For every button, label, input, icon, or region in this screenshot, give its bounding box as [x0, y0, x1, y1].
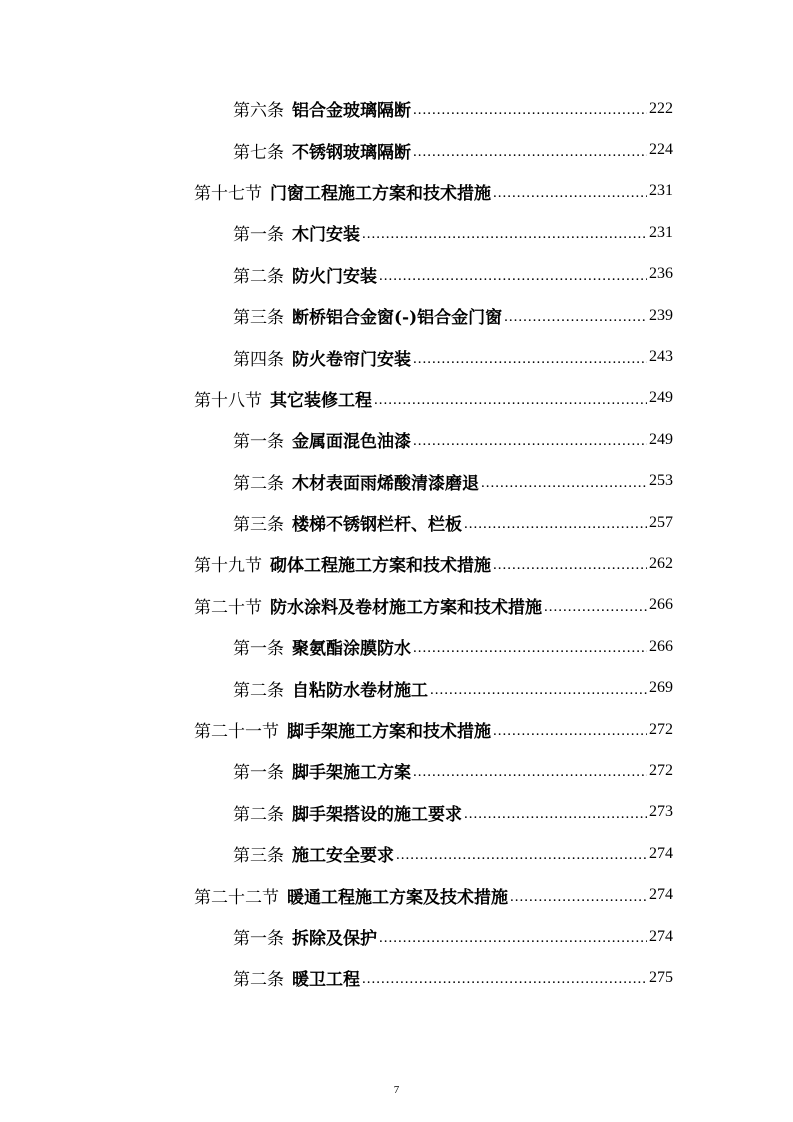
toc-leader-dots	[396, 847, 647, 864]
toc-entry-page: 262	[649, 554, 673, 572]
toc-entry-page: 273	[649, 803, 673, 821]
toc-entry-page: 253	[649, 472, 673, 490]
toc-leader-dots	[379, 930, 647, 947]
toc-entry-number: 第十七节	[194, 183, 262, 204]
toc-entry-page: 231	[649, 223, 673, 241]
toc-entry[interactable]	[0, 916, 793, 957]
toc-entry[interactable]	[0, 378, 793, 419]
toc-entry-page: 239	[649, 306, 673, 324]
toc-entry-page: 257	[649, 513, 673, 531]
toc-entry[interactable]	[0, 626, 793, 667]
toc-leader-dots	[493, 557, 647, 574]
toc-entry-number: 第二十二节	[194, 887, 279, 908]
toc-entry-page: 272	[649, 720, 673, 738]
toc-entry-title: 铝合金玻璃隔断	[292, 101, 411, 122]
toc-entry-number: 第十九节	[194, 556, 262, 577]
toc-entry[interactable]	[0, 212, 793, 253]
toc-entry-number: 第二十一节	[194, 722, 279, 743]
toc-entry-title: 楼梯不锈钢栏杆、栏板	[292, 515, 462, 536]
toc-entry-number: 第一条	[233, 763, 284, 784]
toc-entry[interactable]	[0, 667, 793, 708]
toc-entry-number: 第二条	[233, 680, 284, 701]
toc-leader-dots	[413, 640, 647, 657]
toc-entry-number: 第二条	[233, 266, 284, 287]
toc-entry-page: 249	[649, 430, 673, 448]
toc-leader-dots	[544, 599, 647, 616]
toc-leader-dots	[510, 889, 647, 906]
toc-entry-title: 防火门安装	[292, 266, 377, 287]
toc-entry[interactable]	[0, 254, 793, 295]
toc-entry-title: 不锈钢玻璃隔断	[292, 142, 411, 163]
toc-entry[interactable]	[0, 336, 793, 377]
toc-entry-number: 第二十节	[194, 597, 262, 618]
toc-entry-number: 第十八节	[194, 390, 262, 411]
toc-entry[interactable]	[0, 461, 793, 502]
toc-entry[interactable]	[0, 750, 793, 791]
toc-entry-number: 第一条	[233, 639, 284, 660]
toc-leader-dots	[493, 723, 647, 740]
toc-entry-title: 金属面混色油漆	[292, 432, 411, 453]
toc-entry-title: 施工安全要求	[292, 846, 394, 867]
toc-leader-dots	[379, 268, 647, 285]
toc-entry-page: 266	[649, 637, 673, 655]
toc-leader-dots	[374, 392, 647, 409]
toc-leader-dots	[413, 144, 647, 161]
toc-entry[interactable]	[0, 171, 793, 212]
toc-entry-title: 脚手架施工方案和技术措施	[287, 722, 491, 743]
toc-entry-title: 防水涂料及卷材施工方案和技术措施	[270, 597, 542, 618]
toc-entry-number: 第一条	[233, 432, 284, 453]
toc-entry-page: 249	[649, 389, 673, 407]
toc-entry-number: 第四条	[233, 349, 284, 370]
toc-entry-page: 274	[649, 927, 673, 945]
toc-entry[interactable]	[0, 957, 793, 998]
toc-entry[interactable]	[0, 295, 793, 336]
toc-entry-number: 第三条	[233, 515, 284, 536]
toc-entry-number: 第二条	[233, 970, 284, 991]
toc-entry-page: 272	[649, 761, 673, 779]
toc-entry-title: 暖卫工程	[292, 970, 360, 991]
toc-leader-dots	[413, 764, 647, 781]
toc-entry[interactable]	[0, 88, 793, 129]
toc-entry-number: 第七条	[233, 142, 284, 163]
toc-entry-page: 274	[649, 844, 673, 862]
toc-entry-title: 脚手架搭设的施工要求	[292, 804, 462, 825]
toc-entry-title: 自粘防水卷材施工	[292, 680, 428, 701]
toc-leader-dots	[493, 185, 647, 202]
toc-entry-page: 275	[649, 968, 673, 986]
toc-entry-number: 第六条	[233, 101, 284, 122]
toc-entry[interactable]	[0, 502, 793, 543]
toc-entry-page: 269	[649, 679, 673, 697]
toc-entry-title: 聚氨酯涂膜防水	[292, 639, 411, 660]
toc-leader-dots	[430, 682, 647, 699]
toc-leader-dots	[413, 351, 647, 368]
toc-leader-dots	[413, 433, 647, 450]
toc-entry-number: 第二条	[233, 804, 284, 825]
toc-entry-title: 防火卷帘门安装	[292, 349, 411, 370]
toc-entry-title: 其它装修工程	[270, 390, 372, 411]
toc-entry-page: 243	[649, 348, 673, 366]
toc-leader-dots	[362, 226, 647, 243]
toc-entry-page: 266	[649, 596, 673, 614]
toc-entry-number: 第二条	[233, 473, 284, 494]
toc-entry[interactable]	[0, 833, 793, 874]
page-number: 7	[393, 1084, 400, 1096]
table-of-contents	[0, 88, 793, 999]
toc-entry[interactable]	[0, 419, 793, 460]
toc-entry-page: 224	[649, 141, 673, 159]
toc-entry[interactable]	[0, 709, 793, 750]
toc-entry[interactable]	[0, 585, 793, 626]
toc-entry-number: 第一条	[233, 929, 284, 949]
toc-entry-title: 砌体工程施工方案和技术措施	[270, 556, 491, 577]
toc-entry-title: 木门安装	[292, 225, 360, 246]
toc-entry-page: 231	[649, 182, 673, 200]
toc-entry[interactable]	[0, 792, 793, 833]
toc-entry-title: 脚手架施工方案	[292, 763, 411, 784]
toc-entry-number: 第一条	[233, 225, 284, 246]
toc-entry-title: 拆除及保护	[292, 929, 377, 949]
toc-leader-dots	[504, 309, 647, 326]
toc-entry-title: 木材表面雨烯酸清漆磨退	[292, 473, 479, 494]
toc-entry[interactable]	[0, 129, 793, 170]
toc-entry-page: 236	[649, 265, 673, 283]
toc-leader-dots	[464, 806, 647, 823]
toc-entry-page: 222	[649, 99, 673, 117]
toc-leader-dots	[464, 516, 647, 533]
toc-entry-number: 第三条	[233, 308, 284, 329]
toc-entry-title: 暖通工程施工方案及技术措施	[287, 887, 508, 908]
toc-leader-dots	[362, 971, 647, 988]
toc-entry-page: 274	[649, 886, 673, 904]
toc-entry[interactable]	[0, 874, 793, 915]
toc-leader-dots	[481, 475, 647, 492]
toc-entry-title: 门窗工程施工方案和技术措施	[270, 183, 491, 204]
toc-entry-title: 断桥铝合金窗(-)铝合金门窗	[292, 308, 503, 329]
toc-entry[interactable]	[0, 543, 793, 584]
toc-leader-dots	[413, 102, 647, 119]
toc-entry-number: 第三条	[233, 846, 284, 867]
